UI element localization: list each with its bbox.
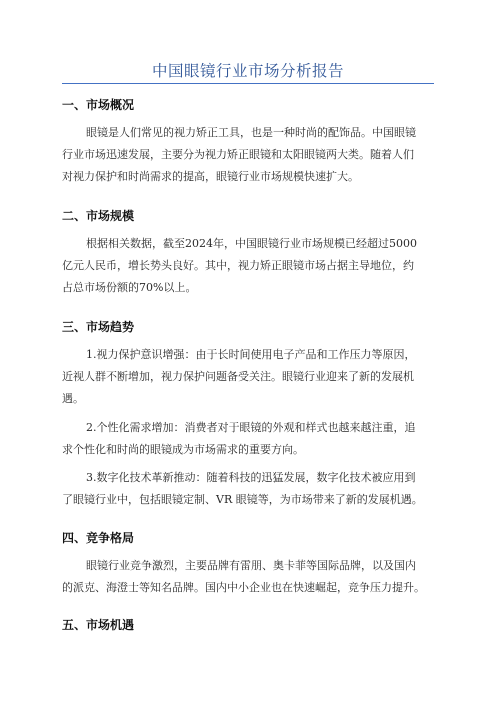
paragraph-line: 了眼镜行业中，包括眼镜定制、VR 眼镜等，为市场带来了新的发展机遇。 <box>62 493 423 506</box>
paragraph-line: 近视人群不断增加，视力保护问题备受关注。眼镜行业迎来了新的发展机 <box>62 370 414 383</box>
title-underline <box>62 83 434 84</box>
paragraph-market-size <box>62 233 444 299</box>
paragraph-line: 1.视力保护意识增强：由于长时间使用电子产品和工作压力等原因， <box>86 348 416 361</box>
paragraph-line: 求个性化和时尚的眼镜成为市场需求的重要方向。 <box>62 443 304 456</box>
section-heading-competition: 四、竞争格局 <box>62 531 135 545</box>
section-heading-market-trends: 三、市场趋势 <box>62 320 135 334</box>
paragraph-trend-2 <box>62 417 444 461</box>
section-heading-market-overview: 一、市场概况 <box>62 98 135 112</box>
paragraph-line: 的派克、海澄士等知名品牌。国内中小企业也在快速崛起，竞争压力提升。 <box>62 581 425 594</box>
paragraph-competition <box>62 555 444 599</box>
paragraph-line: 行业市场迅速发展，主要分为视力矫正眼镜和太阳眼镜两大类。随着人们 <box>62 148 414 161</box>
paragraph-line: 眼镜是人们常见的视力矫正工具，也是一种时尚的配饰品。中国眼镜 <box>86 126 416 139</box>
paragraph-line: 占总市场份额的70%以上。 <box>62 281 197 294</box>
paragraph-trend-1 <box>62 344 444 410</box>
paragraph-market-overview <box>62 122 444 188</box>
paragraph-line: 亿元人民币，增长势头良好。其中，视力矫正眼镜市场占据主导地位，约 <box>62 259 414 272</box>
section-heading-market-opportunities: 五、市场机遇 <box>62 618 135 632</box>
document-title: 中国眼镜行业市场分析报告 <box>151 62 344 80</box>
paragraph-line: 眼镜行业竞争激烈，主要品牌有雷朋、奥卡菲等国际品牌，以及国内 <box>86 559 416 572</box>
paragraph-line: 对视力保护和时尚需求的提高，眼镜行业市场规模快速扩大。 <box>62 170 359 183</box>
paragraph-trend-3 <box>62 467 444 511</box>
section-heading-market-size: 二、市场规模 <box>62 209 135 223</box>
paragraph-line: 根据相关数据，截至2024年，中国眼镜行业市场规模已经超过5000 <box>86 237 417 250</box>
paragraph-line: 2.个性化需求增加：消费者对于眼镜的外观和样式也越来越注重，追 <box>86 421 416 434</box>
paragraph-line: 遇。 <box>62 392 84 405</box>
paragraph-line: 3.数字化技术革新推动：随着科技的迅猛发展，数字化技术被应用到 <box>86 471 416 484</box>
